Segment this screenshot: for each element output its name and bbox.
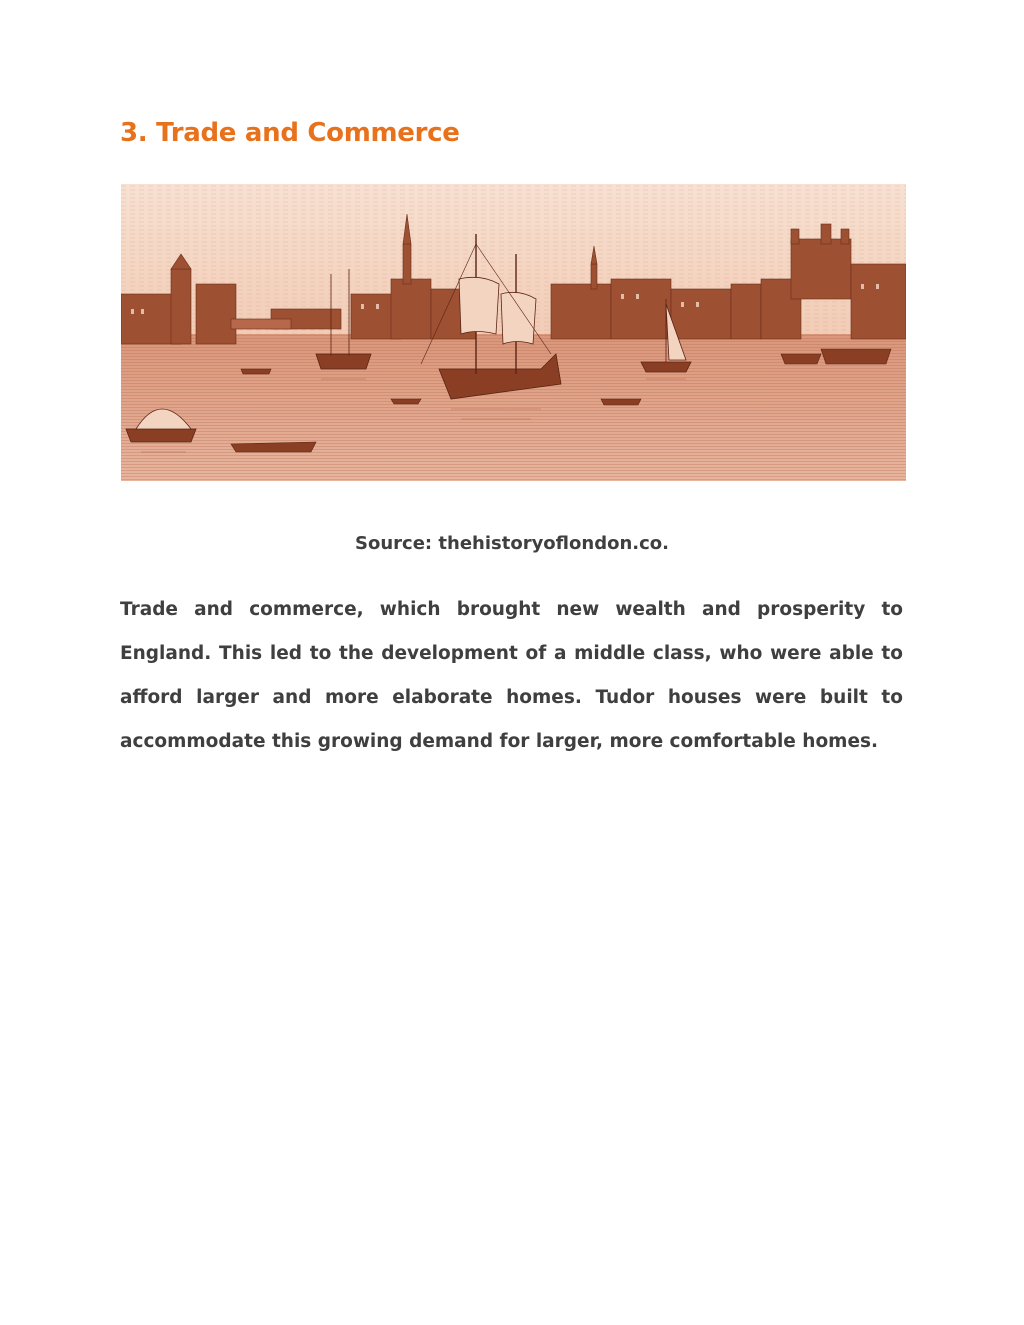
section-heading: 3. Trade and Commerce (120, 118, 460, 148)
body-paragraph: Trade and commerce, which brought new wealth and prosperity to England. This led to the development of a middle class, who were able to afford larger and more elaborate homes. Tudor houses were built to accommodate this growing demand for larger, more comfortable homes. (120, 599, 903, 752)
image-caption: Source: thehistoryoflondon.co. (355, 533, 669, 554)
thames-engraving-image (121, 184, 906, 481)
thames-engraving-illustration (121, 184, 906, 481)
